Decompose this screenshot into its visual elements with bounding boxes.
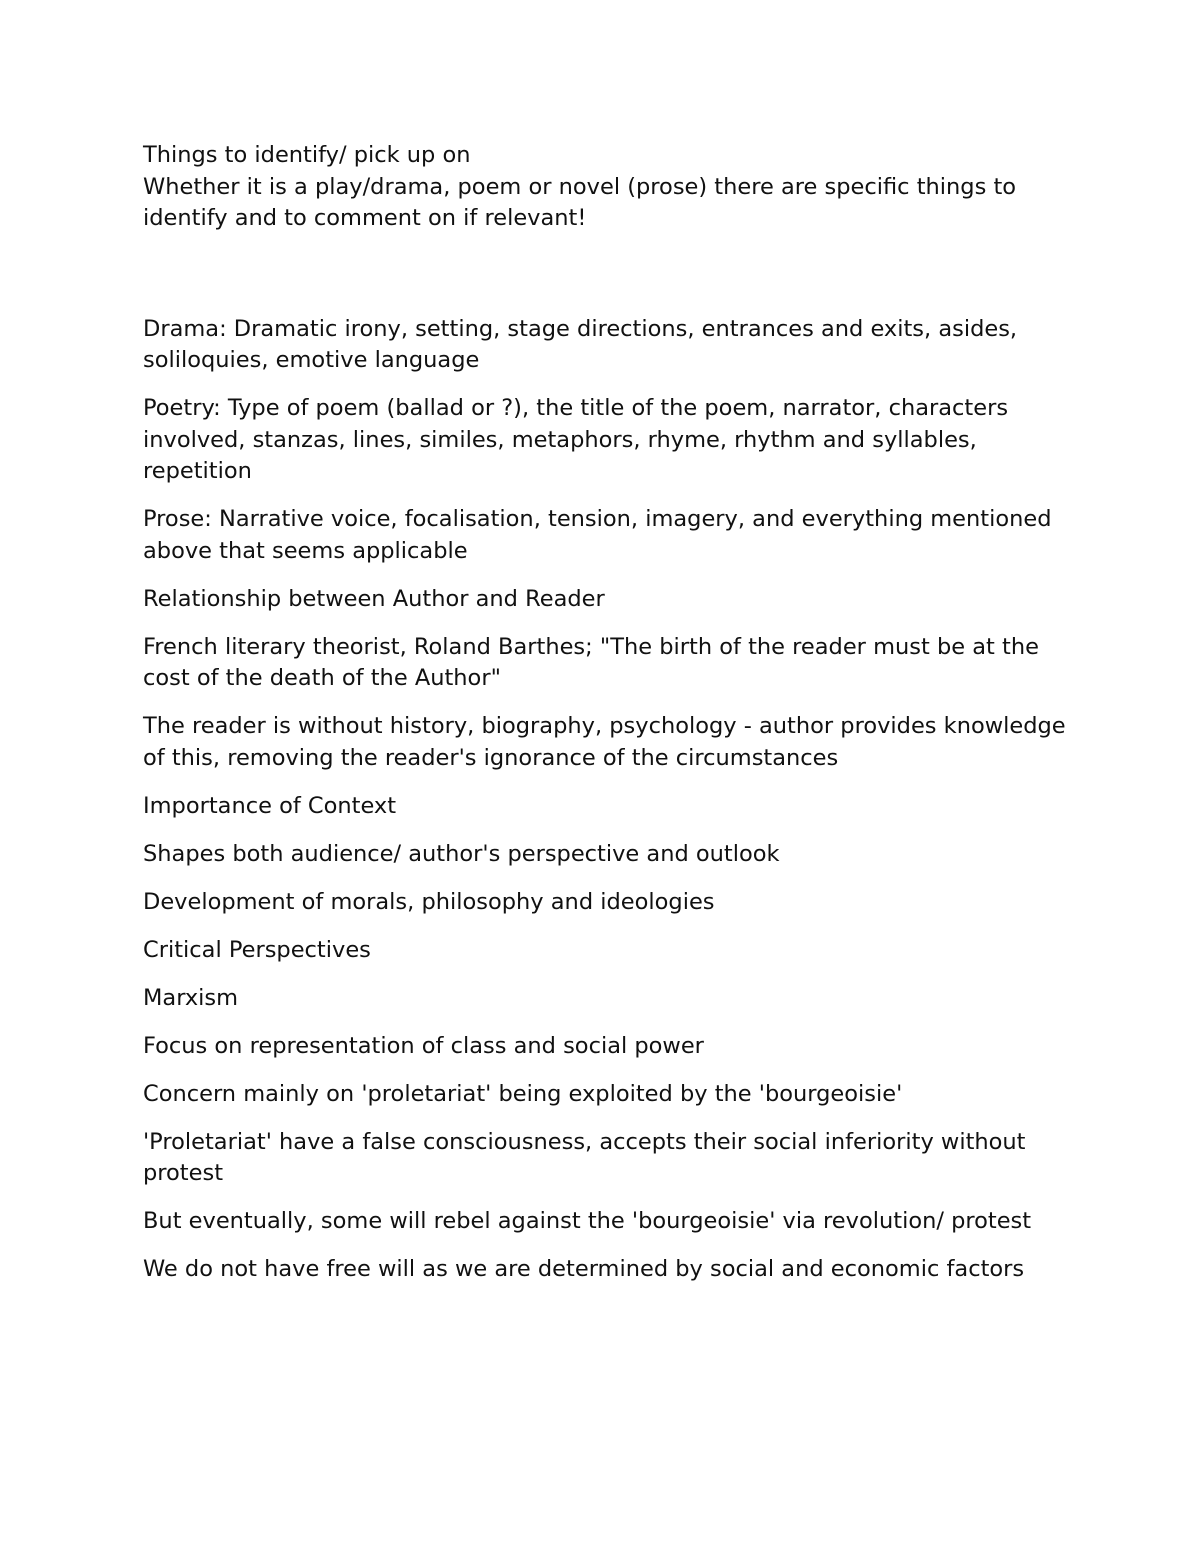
paragraph-poetry: Poetry: Type of poem (ballad or ?), the title of the poem, narrator, characters involved, stanzas, lines, similes, metaphors, rhyme, rhythm and syllables, repetition bbox=[143, 395, 1009, 484]
intro-line-1: Whether it is a play/drama, poem or novel (prose) there are specific things to bbox=[143, 173, 1017, 200]
heading-author-reader: Relationship between Author and Reader bbox=[143, 585, 605, 612]
paragraph-shapes-perspective: Shapes both audience/ author's perspective and outlook bbox=[143, 840, 780, 867]
document-heading: Things to identify/ pick up on bbox=[143, 142, 471, 168]
spacer bbox=[143, 235, 1083, 314]
paragraph-class-power: Focus on representation of class and social power bbox=[143, 1032, 704, 1059]
paragraph-development-of-morals: Development of morals, philosophy and ideologies bbox=[143, 888, 715, 915]
heading-marxism: Marxism bbox=[143, 984, 239, 1011]
heading-critical-perspectives: Critical Perspectives bbox=[143, 936, 371, 963]
paragraph-prose: Prose: Narrative voice, focalisation, tension, imagery, and everything mentioned above that seems applicable bbox=[143, 506, 1052, 564]
heading-importance-of-context: Importance of Context bbox=[143, 792, 397, 819]
paragraph-false-consciousness: 'Proletariat' have a false consciousness, accepts their social inferiority without protest bbox=[143, 1128, 1026, 1186]
document-page bbox=[143, 140, 1083, 1302]
paragraph-drama: Drama: Dramatic irony, setting, stage directions, entrances and exits, asides, soliloquies, emotive language bbox=[143, 315, 1018, 373]
paragraph-proletariat-exploited: Concern mainly on 'proletariat' being exploited by the 'bourgeoisie' bbox=[143, 1080, 903, 1107]
paragraph-barthes-quote: French literary theorist, Roland Barthes; "The birth of the reader must be at the cost of the death of the Author" bbox=[143, 633, 1039, 691]
paragraph-free-will: We do not have free will as we are determined by social and economic factors bbox=[143, 1256, 1025, 1282]
intro-block bbox=[143, 140, 1083, 235]
intro-line-2: identify and to comment on if relevant! bbox=[143, 205, 587, 231]
paragraph-reader-history: The reader is without history, biography, psychology - author provides knowledge of this, removing the reader's ignorance of the circumstances bbox=[143, 713, 1066, 771]
paragraph-rebellion: But eventually, some will rebel against the 'bourgeoisie' via revolution/ protest bbox=[143, 1208, 1032, 1234]
